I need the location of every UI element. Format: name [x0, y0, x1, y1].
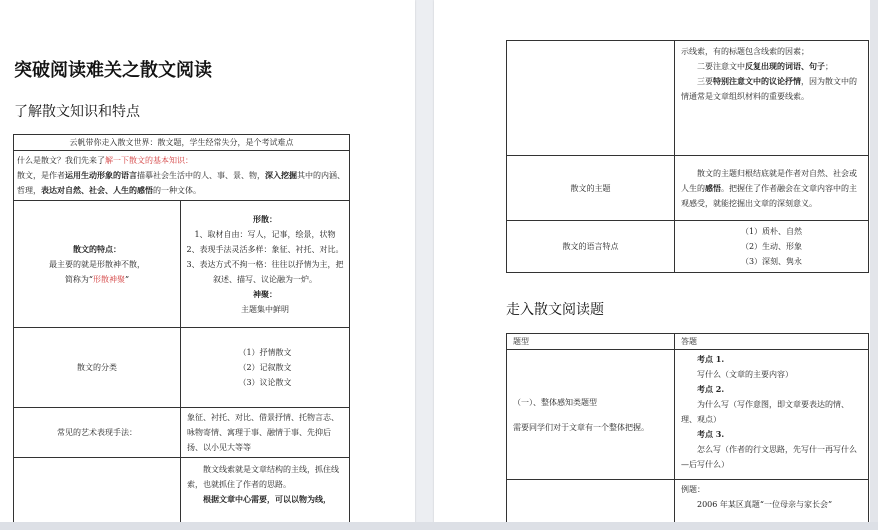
point-text: 写什么（文章的主要内容） [697, 370, 793, 379]
abbrev-highlight: 形散神聚 [93, 274, 125, 284]
clue-label [14, 458, 181, 530]
point-label: 考点 3. [697, 429, 725, 439]
clue-point-text: ，因为散文中的情通常是文章组织材料的重要线索。 [681, 77, 857, 101]
theme-text-bold: 感悟 [705, 182, 721, 193]
art-technique-text: 象征、衬托、对比、借景抒情、托物言志、咏物寄情、寓理于事、融情于事、先抑后扬、以小见大等等 [181, 408, 350, 458]
clue-text: 散文线索就是文章结构的主线，抓住线索，也就抓住了作者的思路。 [187, 465, 339, 489]
definition-bold: 运用生动形象的语言 [65, 170, 137, 180]
language-list [675, 221, 869, 273]
question-type-cell [507, 350, 675, 480]
section-heading-reading: 走入散文阅读题 [506, 302, 604, 318]
abbrev-prefix: 简称为“ [64, 274, 93, 284]
features-abbrev [20, 272, 174, 287]
form-item: 1、取材自由：写人，记事，绘景，状物 [194, 229, 336, 239]
art-technique-label: 常见的艺术表现手法： [14, 408, 181, 458]
document-page-right [434, 0, 878, 530]
theme-text-part: 。把握住了作者融会在文章内容中的主观感受，就能挖掘出文章的深刻意义。 [681, 183, 857, 208]
classification-item: （2）记叙散文 [238, 363, 292, 372]
question-type-name: （一）、整体感知类题型 [513, 397, 597, 407]
document-page-left [0, 0, 415, 530]
definition-bold: 表达对自然、社会、人生的感悟 [41, 185, 153, 195]
answer-cell [675, 350, 869, 480]
clue-text-cell [181, 458, 350, 530]
question-type-table [506, 333, 869, 530]
example-text: 2006 年某区真题“一位母亲与家长会” [697, 500, 833, 509]
classification-item: （3）议论散文 [238, 378, 292, 387]
basic-knowledge-link[interactable]: 解一下散文的基本知识： [105, 156, 193, 165]
theme-text [675, 156, 869, 221]
document-title: 突破阅读难关之散文阅读 [14, 60, 212, 81]
theme-text-part: 散文的主题归根结底就是作者对自然、社会或人生的 [681, 168, 857, 193]
point-label: 考点 1. [697, 354, 725, 364]
question-type-desc: 需要同学们对于文章有一个整体把握。 [513, 422, 649, 432]
clue-point-text: 二要注意文中 [697, 62, 745, 71]
classification-item: （1）抒情散文 [238, 348, 292, 357]
form-item: 3、表达方式不拘一格：往往以抒情为主，把叙述、描写、议论融为一炉。 [186, 259, 344, 284]
clue-point-bold: 反复出现的词语、句子 [745, 61, 825, 71]
definition-text: 散文，是作者 [17, 171, 65, 180]
form-item: 2、表现手法灵活多样：象征、衬托、对比。 [186, 244, 344, 254]
point-text: 为什么写（写作意图，即文章要表达的情、理、观点） [681, 400, 849, 424]
clue-point-text: ； [825, 62, 833, 71]
features-label: 散文的特点： [73, 243, 121, 254]
question-text: 什么是散文？我们先来了 [17, 156, 105, 165]
example-label: 例题： [681, 485, 705, 494]
vertical-scrollbar[interactable] [870, 0, 878, 530]
clue-bold-text: 根据文章中心需要，可以以物为线， [203, 494, 331, 504]
point-label: 考点 2. [697, 384, 725, 394]
spirit-title: 神聚： [253, 288, 277, 299]
spirit-text: 主题集中鲜明 [241, 304, 289, 314]
point-text: 怎么写（作者的行文思路，先写什一再写什么—后写什么） [681, 445, 857, 469]
column-header-type: 题型 [507, 334, 675, 350]
horizontal-scrollbar[interactable] [0, 522, 878, 530]
definition-text: 的一种文体。 [153, 186, 201, 195]
definition-bold: 深入挖掘 [265, 170, 297, 180]
language-item: （1）质朴、自然 [740, 227, 803, 236]
features-sub: 最主要的就是形散神不散， [49, 259, 145, 269]
knowledge-table [13, 134, 350, 530]
features-label-cell [14, 201, 181, 328]
definition-text: 其中的内涵、哲理， [17, 171, 345, 195]
form-title: 形散： [253, 213, 277, 224]
language-item: （2）生动、形象 [740, 242, 803, 251]
column-header-answer: 答题 [675, 334, 869, 350]
clue-point-bold: 特别注意文中的议论抒情 [713, 76, 801, 86]
intro-cell: 云帆带你走入散文世界：散文题，学生经常失分，是个考试难点 [14, 135, 350, 151]
definition-cell [14, 151, 350, 201]
definition-text: 描摹社会生活中的人、事、景、物， [137, 171, 265, 180]
features-detail-cell [181, 201, 350, 328]
section-heading-knowledge: 了解散文知识和特点 [14, 104, 140, 120]
classification-label: 散文的分类 [14, 328, 181, 408]
language-label: 散文的语言特点 [507, 221, 675, 273]
clue-point-2 [681, 59, 862, 74]
clue-point-3 [681, 74, 862, 104]
clue-point-text: 三要 [697, 77, 713, 86]
language-item: （3）深刻、隽永 [740, 257, 803, 266]
clue-continued-cell [675, 41, 869, 156]
classification-list [181, 328, 350, 408]
empty-cell [507, 41, 675, 156]
abbrev-suffix: ” [125, 274, 130, 284]
clue-continued-text: 示线索，有的标题包含线索的因素； [681, 47, 809, 56]
theme-label: 散文的主题 [507, 156, 675, 221]
knowledge-table-continued [506, 40, 869, 273]
